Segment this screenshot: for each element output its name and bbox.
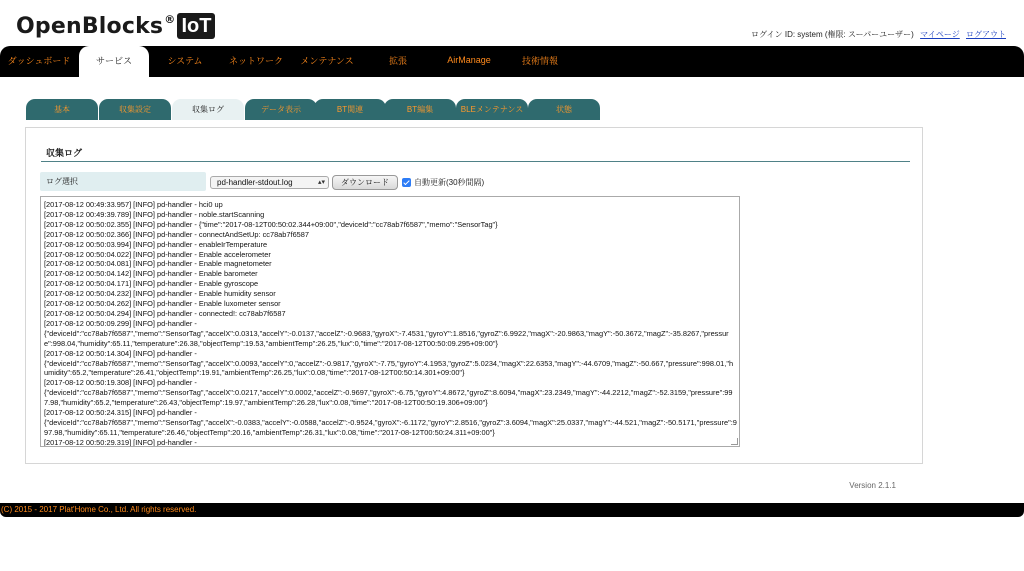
footer [0,503,1024,517]
log-line: [2017-08-12 00:50:19.308] [INFO] pd-handler - [44,378,197,388]
log-line: [2017-08-12 00:49:39.789] [INFO] pd-handler - noble.startScanning [44,209,265,219]
logout-link[interactable]: ログアウト [966,30,1006,39]
main-tab-service[interactable]: サービス [79,46,149,77]
auto-refresh-checkbox[interactable] [402,178,411,187]
log-line: {"deviceId":"cc78ab7f6587","memo":"SensorTag","accelX":0.0313,"accelY":-0.0137,"accelZ":-0.9683,"gyroX":-7.4531,"gyroY":1.8516,"gyroZ":6.9922,"magX":-20.9863,"magY":-50.3672,"magZ":-35.8267,"pressure":998.04,"humidity":65.11,"temperature":26.38,"objectTemp":19.53,"ambientTemp":26.25,"lux":0,"time":"2017-08-12T00:50:09.295+09:00"} [44,328,729,348]
download-button[interactable]: ダウンロード [332,175,398,190]
log-file-select[interactable] [210,176,329,189]
log-line: [2017-08-12 00:50:14.304] [INFO] pd-handler - [44,348,197,358]
sub-tab-collection-settings[interactable]: 収集設定 [99,99,171,120]
log-line: [2017-08-12 00:50:04.294] [INFO] pd-handler - connected!: cc78ab7f6587 [44,308,286,318]
main-nav [0,46,1024,77]
log-line: [2017-08-12 00:50:04.022] [INFO] pd-handler - Enable accelerometer [44,249,271,259]
log-line: {"deviceId":"cc78ab7f6587","memo":"SensorTag","accelX":-0.0383,"accelY":-0.0588,"accelZ":-0.9524,"gyroX":-6.1172,"gyroY":2.8516,"gyroZ":3.6094,"magX":25.0337,"magY":-44.521,"magZ":-50.5171,"pressure":997.98,"humidity":65.11,"temperature":26.46,"objectTemp":20.16,"ambientTemp":26.31,"lux":0.08,"time":"2017-08-12T00:50:24.311+09:00"} [44,417,737,437]
main-tab-maintenance[interactable]: メンテナンス [300,56,354,66]
log-line: [2017-08-12 00:50:04.232] [INFO] pd-handler - Enable humidity sensor [44,289,276,299]
sub-tab-collection-log[interactable]: 収集ログ [172,99,244,120]
log-line: [2017-08-12 00:50:29.319] [INFO] pd-handler - [44,437,197,447]
version-label: Version 2.1.1 [849,481,896,490]
log-select-label: ログ選択 [40,172,206,191]
copyright-text: (C) 2015 - 2017 Plat'Home Co., Ltd. All rights reserved. [1,505,197,514]
main-tab-airmanage[interactable]: AirManage [447,55,491,65]
log-line: {"deviceId":"cc78ab7f6587","memo":"SensorTag","accelX":0.0217,"accelY":0.0002,"accelZ":-0.9697,"gyroX":-6.75,"gyroY":4.8672,"gyroZ":8.6094,"magX":23.2349,"magY":-44.2212,"magZ":-52.3159,"pressure":997.98,"humidity":65.2,"temperature":26.43,"objectTemp":19.97,"ambientTemp":26.28,"lux":0.08,"time":"2017-08-12T00:50:19.306+09:00"} [44,388,733,408]
main-tab-system[interactable]: システム [167,56,203,66]
log-line: [2017-08-12 00:50:03.994] [INFO] pd-handler - enableIrTemperature [44,239,268,249]
sub-tab-bt-related[interactable]: BT関連 [314,99,386,120]
login-info: ログイン ID: system (権限: スーパーユーザー) [751,30,914,39]
log-line: [2017-08-12 00:50:04.171] [INFO] pd-handler - Enable gyroscope [44,279,259,289]
sub-tab-data-display[interactable]: データ表示 [245,99,317,120]
main-tab-tech-info[interactable]: 技術情報 [521,56,558,66]
logo-text: OpenBlocks [16,13,164,39]
log-line: [2017-08-12 00:50:02.366] [INFO] pd-handler - connectAndSetUp: cc78ab7f6587 [44,229,310,239]
sub-tab-bt-edit[interactable]: BT編集 [384,99,456,120]
sub-tab-basic[interactable]: 基本 [26,99,98,120]
log-line: [2017-08-12 00:50:02.355] [INFO] pd-handler - {"time":"2017-08-12T00:50:02.344+09:00","deviceId":"cc78ab7f6587","memo":"SensorTag"} [44,219,498,229]
select-caret-icon: ▴▾ [317,179,325,186]
log-line: [2017-08-12 00:50:04.081] [INFO] pd-handler - Enable magnetometer [44,259,272,269]
main-tab-extension[interactable]: 拡張 [388,56,407,66]
log-textarea[interactable] [40,196,740,447]
auto-refresh-label: 自動更新(30秒間隔) [414,178,485,187]
log-line: [2017-08-12 00:50:04.262] [INFO] pd-handler - Enable luxometer sensor [44,299,281,309]
mypage-link[interactable]: マイページ [920,30,960,39]
user-bar [751,29,1006,40]
content-panel [25,127,923,464]
log-line: [2017-08-12 00:50:24.315] [INFO] pd-handler - [44,408,197,418]
logo-badge: IoT [177,13,215,39]
log-line: {"deviceId":"cc78ab7f6587","memo":"SensorTag","accelX":0.0093,"accelY":0,"accelZ":-0.9817,"gyroX":-7.75,"gyroY":4.1953,"gyroZ":5.0234,"magX":22.6353,"magY":-44.6709,"magZ":-50.667,"pressure":998.01,"humidity":65.2,"temperature":26.41,"objectTemp":19.91,"ambientTemp":26.25,"lux":0.08,"time":"2017-08-12T00:50:14.301+09:00"} [44,358,734,378]
openblocks-logo[interactable] [16,12,215,40]
panel-title: 収集ログ [46,148,83,158]
sub-tab-ble-maintenance[interactable]: BLEメンテナンス [456,99,528,120]
log-line: [2017-08-12 00:50:04.142] [INFO] pd-handler - Enable barometer [44,269,258,279]
log-file-select-value: pd-handler-stdout.log [217,178,293,187]
logo-registered-mark: ® [164,12,176,26]
main-tab-dashboard[interactable]: ダッシュボード [7,56,71,66]
resize-grip-icon[interactable] [731,438,738,445]
sub-tab-status[interactable]: 状態 [528,99,600,120]
log-line: [2017-08-12 00:50:09.299] [INFO] pd-handler - [44,318,197,328]
main-tab-network[interactable]: ネットワーク [228,56,283,66]
title-divider [41,161,910,162]
log-line: [2017-08-12 00:49:33.957] [INFO] pd-handler - hci0 up [44,200,223,209]
